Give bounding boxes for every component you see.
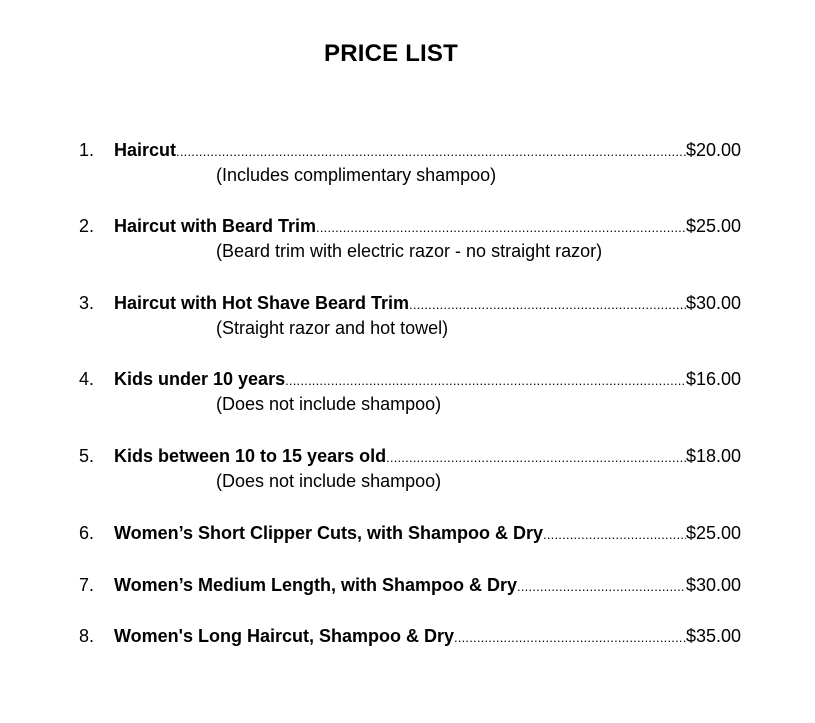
service-price: $25.00	[685, 523, 741, 543]
price-item-1	[79, 138, 741, 187]
price-item-8	[79, 624, 741, 648]
service-name: Women’s Medium Length, with Shampoo & Dry	[114, 575, 518, 595]
service-note: (Does not include shampoo)	[216, 394, 442, 414]
price-item-6	[79, 521, 741, 545]
service-name: Women’s Short Clipper Cuts, with Shampoo & Dry	[114, 523, 544, 543]
item-number: 3.	[79, 293, 95, 313]
service-price: $18.00	[685, 446, 741, 466]
dot-leader	[316, 216, 686, 240]
service-name: Haircut with Hot Shave Beard Trim	[114, 293, 410, 313]
service-note: (Includes complimentary shampoo)	[216, 165, 497, 185]
dot-leader	[285, 369, 686, 393]
price-item-7	[79, 573, 741, 597]
item-number: 5.	[79, 446, 95, 466]
service-name: Kids under 10 years	[114, 369, 286, 389]
service-name: Haircut with Beard Trim	[114, 216, 317, 236]
dot-leader	[176, 140, 686, 164]
service-note: (Beard trim with electric razor - no straight razor)	[216, 241, 603, 261]
item-number: 6.	[79, 523, 95, 543]
service-price: $35.00	[685, 626, 741, 646]
service-price: $20.00	[685, 140, 741, 160]
service-note: (Straight razor and hot towel)	[216, 318, 449, 338]
page-title: PRICE LIST	[323, 40, 458, 67]
item-number: 2.	[79, 216, 95, 236]
service-name: Kids between 10 to 15 years old	[114, 446, 387, 466]
price-item-4	[79, 367, 741, 416]
service-name: Women's Long Haircut, Shampoo & Dry	[114, 626, 454, 646]
item-number: 8.	[79, 626, 95, 646]
service-price: $16.00	[685, 369, 741, 389]
dot-leader	[409, 293, 686, 317]
price-item-2	[79, 214, 741, 263]
dot-leader	[517, 575, 686, 599]
service-price: $30.00	[685, 575, 741, 595]
item-number: 7.	[79, 575, 95, 595]
price-item-5	[79, 444, 741, 493]
item-number: 4.	[79, 369, 95, 389]
dot-leader	[386, 446, 686, 470]
dot-leader	[454, 626, 686, 650]
service-price: $30.00	[685, 293, 741, 313]
item-number: 1.	[79, 140, 95, 160]
price-item-3	[79, 291, 741, 340]
service-note: (Does not include shampoo)	[216, 471, 442, 491]
service-name: Haircut	[114, 140, 177, 160]
service-price: $25.00	[685, 216, 741, 236]
dot-leader	[543, 523, 686, 547]
